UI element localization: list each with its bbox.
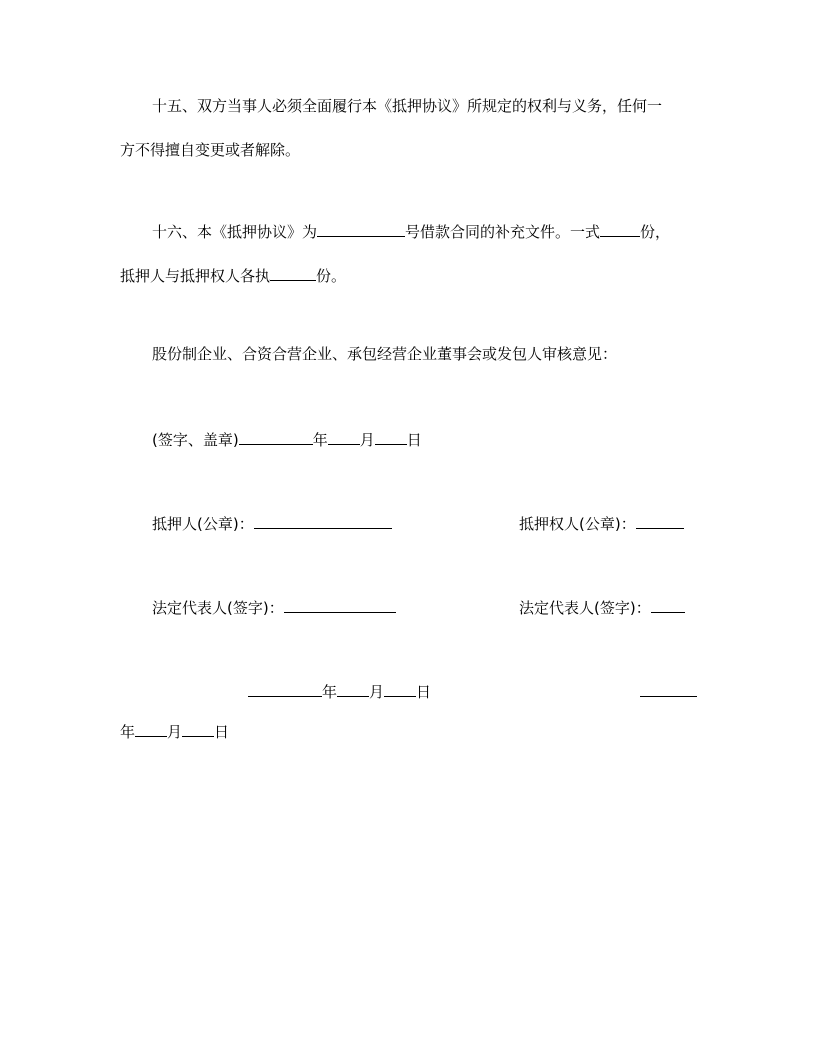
mortgagee-year-blank[interactable] [640, 680, 697, 697]
sign-seal-label: (签字、盖章) [152, 431, 239, 449]
sign-date-row [152, 428, 422, 448]
clause16-text-3: 份， [640, 223, 671, 241]
copies-each-blank[interactable] [270, 264, 316, 281]
mortgagor-rep-blank[interactable] [284, 596, 396, 613]
mortgagor-seal-label: 抵押人(公章)： [152, 515, 254, 533]
copies-total-blank[interactable] [600, 220, 640, 237]
clause16-line2 [120, 264, 346, 284]
mortgagor-seal-blank[interactable] [254, 512, 392, 529]
mortgagor-seal-row [152, 512, 392, 532]
mortgagee-seal-row [519, 512, 684, 532]
mortgagee-date-row [120, 720, 229, 740]
day-label: 日 [416, 683, 432, 701]
clause16-line1 [152, 220, 670, 240]
month-label: 月 [359, 431, 375, 449]
sign-year-blank[interactable] [239, 428, 313, 445]
clause16-text-4: 抵押人与抵押权人各执 [120, 267, 271, 285]
clause16-text-2: 号借款合同的补充文件。一式 [405, 223, 601, 241]
mortgagor-rep-label: 法定代表人(签字)： [152, 599, 284, 617]
contract-number-blank[interactable] [317, 220, 405, 237]
mortgagor-rep-row [152, 596, 396, 616]
mortgagee-year-row [640, 680, 697, 700]
sign-month-blank[interactable] [328, 428, 360, 445]
mortgagor-month-blank[interactable] [337, 680, 369, 697]
clause16-text-5: 份。 [316, 267, 347, 285]
mortgagor-year-blank[interactable] [248, 680, 322, 697]
mortgagor-day-blank[interactable] [384, 680, 416, 697]
clause16-text-1: 十六、本《抵押协议》为 [152, 223, 318, 241]
day-label: 日 [214, 723, 230, 741]
month-label: 月 [167, 723, 183, 741]
year-label: 年 [322, 683, 338, 701]
mortgagee-rep-row [519, 596, 685, 616]
month-label: 月 [369, 683, 385, 701]
mortgagee-rep-label: 法定代表人(签字)： [519, 599, 651, 617]
year-label: 年 [312, 431, 328, 449]
mortgagee-seal-blank[interactable] [636, 512, 684, 529]
year-label: 年 [120, 723, 136, 741]
day-label: 日 [406, 431, 422, 449]
mortgagee-day-blank[interactable] [182, 720, 214, 737]
mortgagor-date-row [248, 680, 431, 700]
mortgagee-seal-label: 抵押权人(公章)： [519, 515, 636, 533]
clause15-line1: 十五、双方当事人必须全面履行本《抵押协议》所规定的权利与义务，任何一 [152, 97, 663, 115]
sign-day-blank[interactable] [375, 428, 407, 445]
clause15-line2: 方不得擅自变更或者解除。 [120, 141, 301, 159]
mortgagee-rep-blank[interactable] [651, 596, 685, 613]
approval-text: 股份制企业、合资合营企业、承包经营企业董事会或发包人审核意见： [152, 345, 618, 363]
mortgagee-month-blank[interactable] [135, 720, 167, 737]
